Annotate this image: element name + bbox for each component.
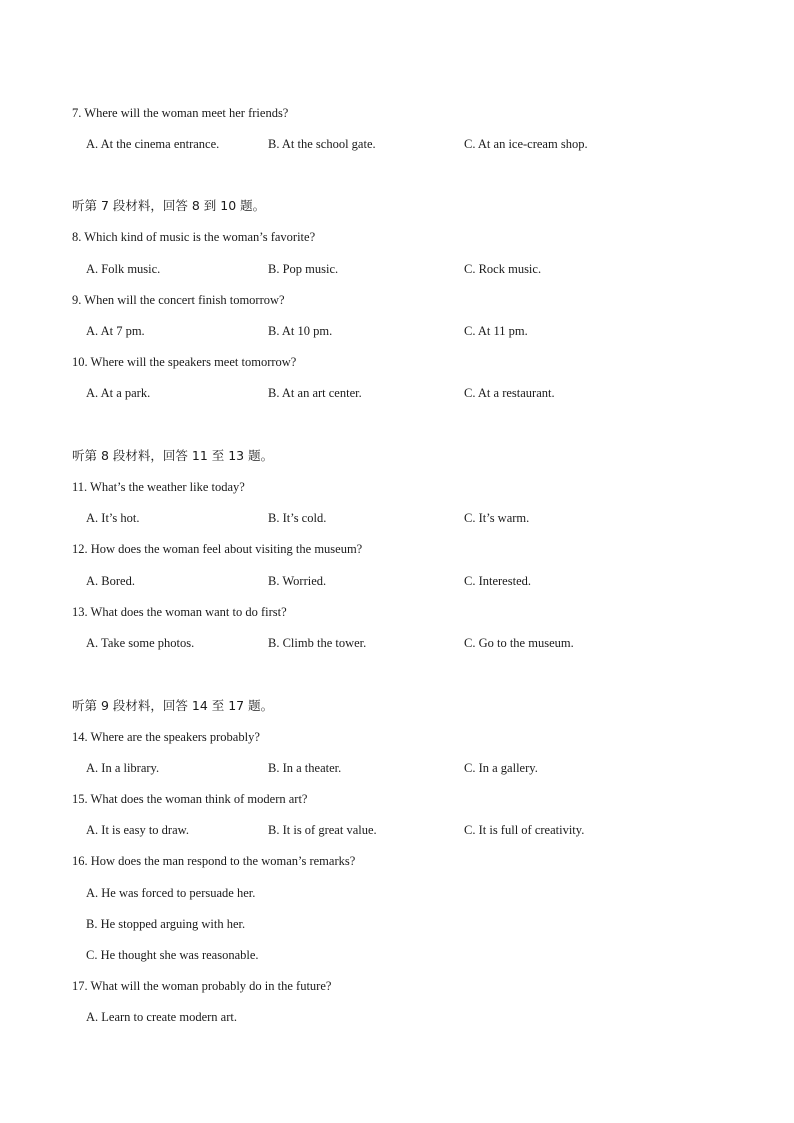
question-14-stem: 14. Where are the speakers probably? — [72, 730, 260, 744]
question-16-option-c: C. He thought she was reasonable. — [86, 948, 259, 962]
question-8-option-b: B. Pop music. — [268, 262, 339, 276]
question-9-option-a: A. At 7 pm. — [86, 324, 145, 338]
question-7-option-a: A. At the cinema entrance. — [86, 137, 220, 151]
question-17-stem: 17. What will the woman probably do in the future? — [72, 979, 332, 993]
question-9-option-c: C. At 11 pm. — [464, 324, 528, 338]
section-8-heading: 听第 8 段材料，回答 11 至 13 题。 — [72, 448, 274, 463]
question-11-stem: 11. What’s the weather like today? — [72, 480, 245, 494]
section-9-heading: 听第 9 段材料，回答 14 至 17 题。 — [72, 698, 274, 713]
question-16-option-a: A. He was forced to persuade her. — [86, 886, 256, 900]
question-9-stem: 9. When will the concert finish tomorrow? — [72, 293, 285, 307]
question-7-option-b: B. At the school gate. — [268, 137, 376, 151]
question-15-option-b: B. It is of great value. — [268, 823, 377, 837]
section-7-heading: 听第 7 段材料，回答 8 到 10 题。 — [72, 198, 266, 213]
question-8-stem: 8. Which kind of music is the woman’s favorite? — [72, 230, 316, 244]
question-9-option-b: B. At 10 pm. — [268, 324, 333, 338]
question-15-option-a: A. It is easy to draw. — [86, 823, 189, 837]
question-17-option-a: A. Learn to create modern art. — [86, 1010, 237, 1024]
question-7-stem: 7. Where will the woman meet her friends? — [72, 106, 289, 120]
question-8-option-c: C. Rock music. — [464, 262, 542, 276]
question-13-option-a: A. Take some photos. — [86, 636, 195, 650]
question-15-option-c: C. It is full of creativity. — [464, 823, 585, 837]
question-11-option-b: B. It’s cold. — [268, 511, 327, 525]
question-10-option-b: B. At an art center. — [268, 386, 362, 400]
question-10-stem: 10. Where will the speakers meet tomorrow? — [72, 355, 297, 369]
question-12-option-b: B. Worried. — [268, 574, 327, 588]
question-11-option-c: C. It’s warm. — [464, 511, 530, 525]
question-14-option-b: B. In a theater. — [268, 761, 342, 775]
question-13-option-c: C. Go to the museum. — [464, 636, 574, 650]
question-12-option-c: C. Interested. — [464, 574, 531, 588]
question-12-option-a: A. Bored. — [86, 574, 135, 588]
question-16-stem: 16. How does the man respond to the woman’s remarks? — [72, 854, 356, 868]
question-7-option-c: C. At an ice-cream shop. — [464, 137, 588, 151]
question-11-option-a: A. It’s hot. — [86, 511, 140, 525]
question-16-option-b: B. He stopped arguing with her. — [86, 917, 246, 931]
question-13-stem: 13. What does the woman want to do first? — [72, 605, 287, 619]
question-8-option-a: A. Folk music. — [86, 262, 161, 276]
question-14-option-a: A. In a library. — [86, 761, 160, 775]
question-14-option-c: C. In a gallery. — [464, 761, 538, 775]
question-15-stem: 15. What does the woman think of modern art? — [72, 792, 308, 806]
question-10-option-c: C. At a restaurant. — [464, 386, 555, 400]
question-13-option-b: B. Climb the tower. — [268, 636, 367, 650]
question-10-option-a: A. At a park. — [86, 386, 151, 400]
question-12-stem: 12. How does the woman feel about visiting the museum? — [72, 542, 363, 556]
